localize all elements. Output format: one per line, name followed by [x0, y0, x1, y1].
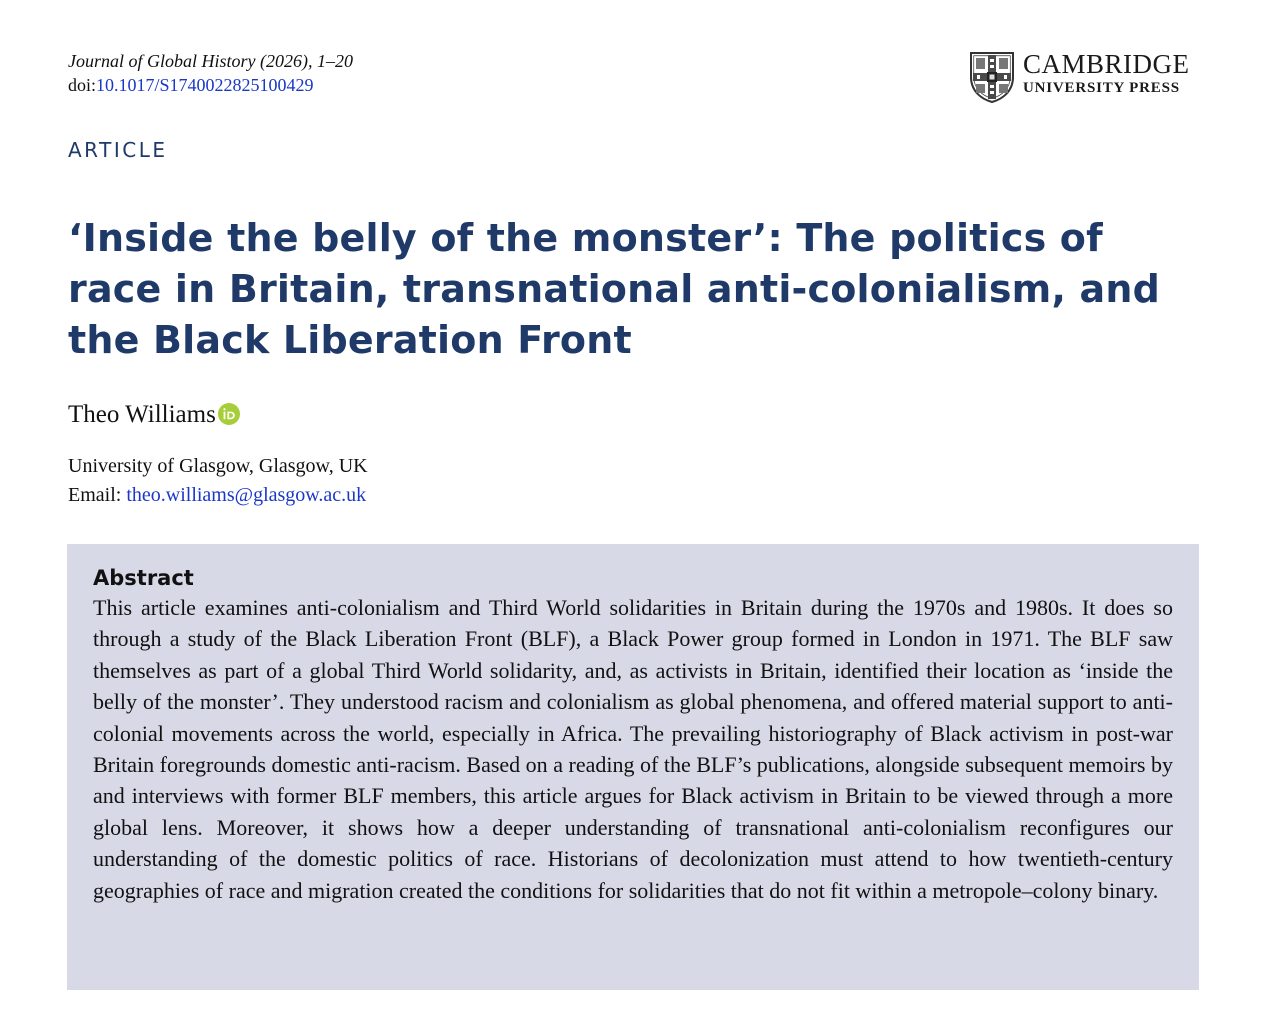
journal-citation [68, 49, 353, 97]
doi-line [68, 73, 353, 97]
journal-name: Journal of Global History [68, 51, 256, 71]
email-label: Email: [68, 484, 122, 506]
abstract-text: This article examines anti-colonialism and Third World solidarities in Britain during the 1970s and 1980s. It does so through a study of the Black Liberation Front (BLF), a Black Power group formed in London in 1971. The BLF saw themselves as part of a global Third World solidarity, and, as activists in Britain, identified their location as ‘inside the belly of the monster’. They understood racism and colonialism as global phenomena, and offered material support to anti-colonial movements across the world, especially in Africa. The prevailing historiography of Black activism in post-war Britain foregrounds domestic anti-racism. Based on a reading of the BLF’s publications, alongside subsequent memoirs by and interviews with former BLF members, this article argues for Black activism in Britain to be viewed through a more global lens. Moreover, it shows how a deeper understanding of transnational anti-colonialism reconfigures our understanding of the domestic politics of race. Historians of decolonization must attend to how twentieth-century geographies of race and migration created the conditions for solidarities that do not fit within a metropole–colony binary. [93, 595, 1173, 903]
author-line [68, 398, 240, 432]
institution: University of Glasgow, Glasgow, UK [68, 455, 368, 477]
journal-line [68, 49, 353, 73]
article-type-label: ARTICLE [68, 138, 168, 162]
doi-link[interactable]: 10.1017/S1740022825100429 [96, 75, 314, 95]
abstract-box [67, 544, 1199, 990]
cambridge-shield-icon [969, 51, 1015, 103]
journal-meta: (2026), 1–20 [255, 51, 353, 71]
author-name: Theo Williams [68, 401, 216, 428]
doi-prefix: doi: [68, 75, 97, 95]
affiliation-block [68, 452, 368, 510]
publisher-subline: UNIVERSITY PRESS [1023, 80, 1180, 96]
email-line [68, 481, 368, 510]
article-title: ‘Inside the belly of the monster’: The politics of race in Britain, transnational anti-colonialism, and the Black Liberation Front [68, 216, 1161, 362]
orcid-icon[interactable] [218, 403, 240, 425]
publisher-name: CAMBRIDGE [1023, 49, 1190, 79]
email-link[interactable]: theo.williams@glasgow.ac.uk [126, 484, 367, 506]
publisher-logo [969, 51, 1190, 103]
abstract-heading: Abstract [93, 566, 194, 590]
